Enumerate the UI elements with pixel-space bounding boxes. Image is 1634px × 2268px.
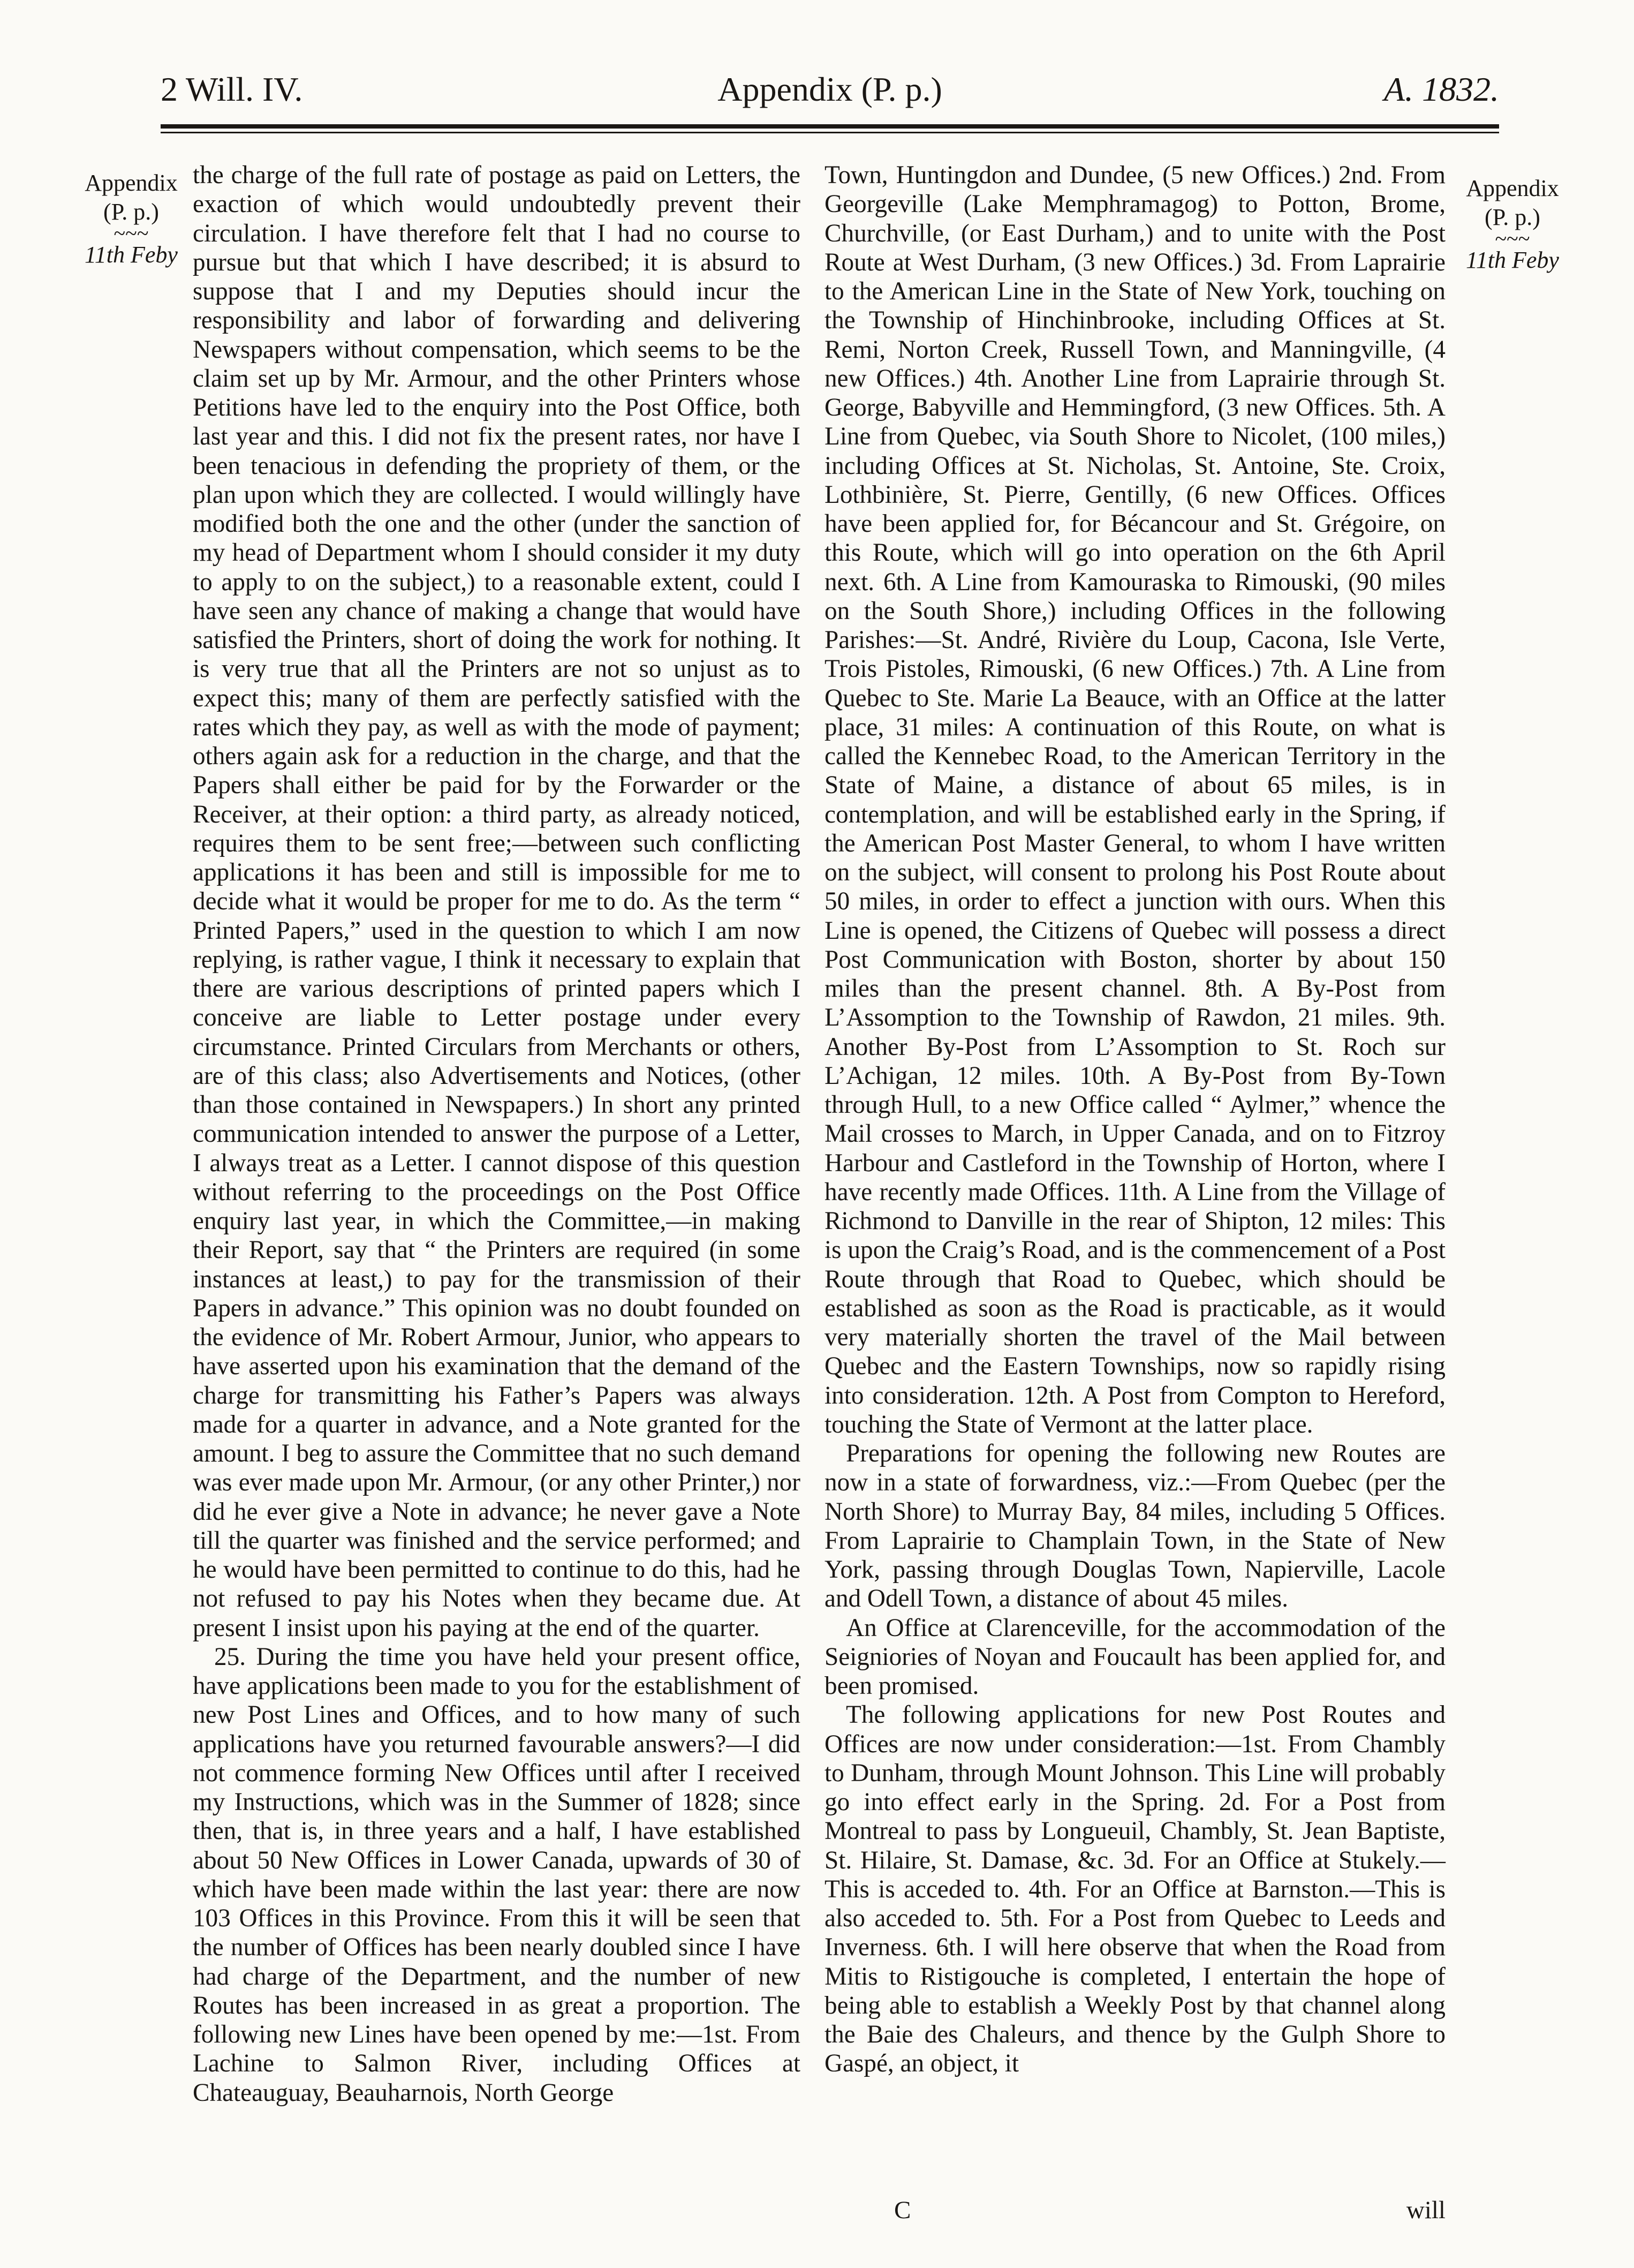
margin-swash: ~~~ — [114, 221, 149, 245]
header-rule-thick — [161, 124, 1499, 129]
margin-appendix-ref: (P. p.) — [103, 199, 159, 225]
left-margin-note — [75, 169, 187, 269]
signature-mark: C — [894, 2196, 911, 2224]
header-rule-thin — [161, 132, 1499, 133]
header-title: Appendix (P. p.) — [717, 70, 942, 108]
paragraph: the charge of the full rate of postage as paid on Letters, the exaction of which would undoubtedly prevent their circulation. I have therefore felt that I had no course to pursue but that which I have described; it is absurd to suppose that I and my Deputies should incur the responsibility and labor of forwarding and delivering Newspapers without compensation, which seems to be the claim set up by Mr. Armour, and the other Printers whose Petitions have led to the enquiry into the Post Office, both last year and this. I did not fix the present rates, nor have I been tenacious in defending the propriety of them, or the plan upon which they are collected. I would willingly have modified both the one and the other (under the sanction of my head of Department whom I should consider it my duty to apply to on the subject,) to a reasonable extent, could I have seen any chance of making a change that would have satisfied the Printers, short of doing the work for nothing. It is very true that all the Printers are not so unjust as to expect this; many of them are perfectly satisfied with the rates which they pay, as well as with the mode of payment; others again ask for a reduction in the charge, and that the Papers shall either be paid for by the Forwarder or the Receiver, at their option: a third party, as already noticed, requires them to be sent free;—between such conflicting applications it has been and still is impossible for me to decide what it would be proper for me to do. As the term “ Printed Papers,” used in the question to which I am now replying, is rather vague, I think it necessary to explain that there are various descriptions of printed papers which I conceive are liable to Letter postage under every circumstance. Printed Circulars from Merchants or others, are of this class; also Advertisements and Notices, (other than those contained in Newspapers.) In short any printed communication intended to answer the purpose of a Letter, I always treat as a Letter. I cannot dispose of this question without referring to the proceedings on the Post Office enquiry last year, in which the Committee,—in making their Report, say that “ the Printers are required (in some instances at least,) to pay for the transmission of their Papers in advance.” This opinion was no doubt founded on the evidence of Mr. Robert Armour, Junior, who appears to have asserted upon his examination that the demand of the charge for transmitting his Father’s Papers was always made for a quarter in advance, and a Note granted for the amount. I beg to assure the Committee that no such demand was ever made upon Mr. Armour, (or any other Printer,) nor did he ever give a Note in advance; he never gave a Note till the quarter was finished and the service performed; and he would have been permitted to continue to do this, had he not refused to pay his Notes when they became due. At present I insist upon his paying at the end of the quarter. — [193, 161, 800, 1642]
running-header — [161, 70, 1499, 118]
margin-swash: ~~~ — [1495, 227, 1530, 251]
margin-date: 11th Feby — [85, 242, 178, 268]
right-margin-note — [1456, 174, 1569, 275]
left-text-column — [193, 161, 800, 2107]
paragraph: An Office at Clarenceville, for the accommodation of the Seigniories of Noyan and Foucault has been applied for, and been promised. — [824, 1614, 1446, 1700]
margin-appendix-label: Appendix — [1466, 175, 1559, 201]
margin-appendix-label: Appendix — [85, 170, 178, 196]
margin-date: 11th Feby — [1466, 247, 1559, 273]
right-text-column — [824, 161, 1446, 2078]
paragraph: 25. During the time you have held your present office, have applications been made to you for the establishment of new Post Lines and Offices, and to how many of such applications have you returned favourable answers?—I did not commence forming New Offices until after I received my Instructions, which was in the Summer of 1828; since then, that is, in three years and a half, I have established about 50 New Offices in Lower Canada, upwards of 30 of which have been made within the last year: there are now 103 Offices in this Province. From this it will be seen that the number of Offices has been nearly doubled since I have had charge of the Department, and the number of new Routes has been increased in as great a proportion. The following new Lines have been opened by me:—1st. From Lachine to Salmon River, including Offices at Chateauguay, Beauharnois, North George — [193, 1642, 800, 2107]
paragraph: Preparations for opening the following new Routes are now in a state of forwardness, viz.:—From Quebec (per the North Shore) to Murray Bay, 84 miles, including 5 Offices. From Laprairie to Champlain Town, in the State of New York, passing through Douglas Town, Napierville, Lacole and Odell Town, a distance of about 45 miles. — [824, 1440, 1446, 1613]
margin-appendix-ref: (P. p.) — [1485, 204, 1540, 230]
paragraph: The following applications for new Post Routes and Offices are now under consideration:—1st. From Chambly to Dunham, through Mount Johnson. This Line will probably go into effect early in the Spring. 2d. For a Post from Montreal to pass by Longueuil, Chambly, St. Jean Baptiste, St. Hilaire, St. Damase, &c. 3d. For an Office at Stukely.—This is acceded to. 4th. For an Office at Barnston.—This is also acceded to. 5th. For a Post from Quebec to Leeds and Inverness. 6th. I will here observe that when the Road from Mitis to Ristigouche is completed, I entertain the hope of being able to establish a Weekly Post by that channel along the Baie des Chaleurs, and thence by the Gulph Shore to Gaspé, an object, it — [824, 1701, 1446, 2078]
header-volume: 2 Will. IV. — [161, 70, 303, 108]
page-footer — [824, 2196, 1446, 2228]
paragraph: Town, Huntingdon and Dundee, (5 new Offices.) 2nd. From Georgeville (Lake Memphramagog) to Potton, Brome, Churchville, (or East Durham,) and to unite with the Post Route at West Durham, (3 new Offices.) 3d. From Laprairie to the American Line in the State of New York, touching on the Township of Hinchinbrooke, including Offices at St. Remi, Norton Creek, Russell Town, and Manningville, (4 new Offices.) 4th. Another Line from Laprairie through St. George, Babyville and Hemmingford, (3 new Offices. 5th. A Line from Quebec, via South Shore to Nicolet, (100 miles,) including Offices at St. Nicholas, St. Antoine, Ste. Croix, Lothbinière, St. Pierre, Gentilly, (6 new Offices. Offices have been applied for, for Bécancour and St. Grégoire, on this Route, which will go into operation on the 6th April next. 6th. A Line from Kamouraska to Rimouski, (90 miles on the South Shore,) including Offices in the following Parishes:—St. André, Rivière du Loup, Cacona, Isle Verte, Trois Pistoles, Rimouski, (6 new Offices.) 7th. A Line from Quebec to Ste. Marie La Beauce, with an Office at the latter place, 31 miles: A continuation of this Route, on what is called the Kennebec Road, to the American Territory in the State of Maine, a distance of about 65 miles, is in contemplation, and will be established early in the Spring, if the American Post Master General, to whom I have written on the subject, will consent to prolong his Post Route about 50 miles, in order to effect a junction with ours. When this Line is opened, the Citizens of Quebec will possess a direct Post Communication with Boston, shorter by about 150 miles than the present channel. 8th. A By-Post from L’Assomption to the Township of Rawdon, 21 miles. 9th. Another By-Post from L’Assomption to St. Roch sur L’Achigan, 12 miles. 10th. A By-Post from By-Town through Hull, to a new Office called “ Aylmer,” whence the Mail crosses to March, in Upper Canada, and on to Fitzroy Harbour and Castleford in the Township of Horton, where I have recently made Offices. 11th. A Line from the Village of Richmond to Danville in the rear of Shipton, 12 miles: This is upon the Craig’s Road, and is the commencement of a Post Route through that Road to Quebec, which should be established as soon as the Road is practicable, as it would very materially shorten the travel of the Mail between Quebec and the Eastern Townships, now so rapidly rising into consideration. 12th. A Post from Compton to Hereford, touching the State of Vermont at the latter place. — [824, 161, 1446, 1438]
header-year: A. 1832. — [1383, 70, 1499, 108]
catchword: will — [1406, 2196, 1446, 2224]
